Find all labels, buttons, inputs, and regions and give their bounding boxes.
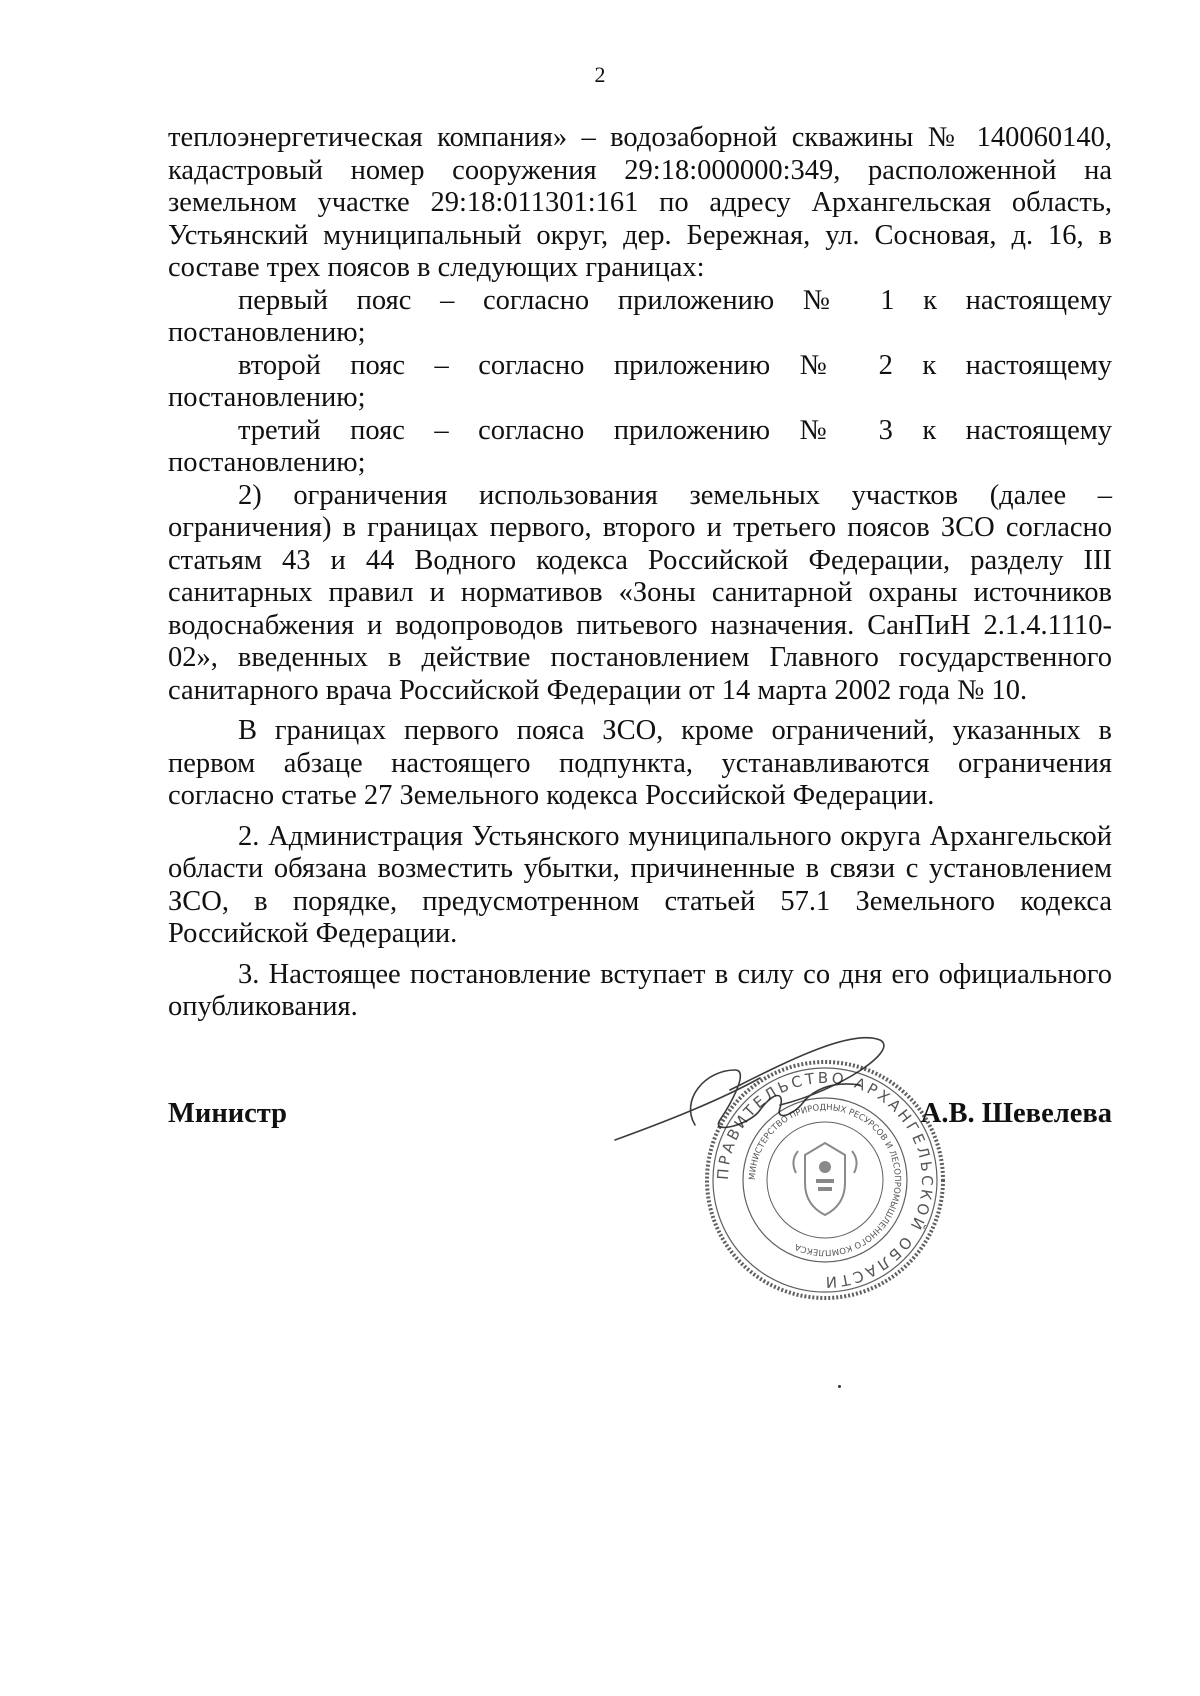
paragraph-belt-2: второй пояс – согласно приложению № 2 к настоящему постановлению; <box>168 349 1112 413</box>
seal-outer-text: ПРАВИТЕЛЬСТВО АРХАНГЕЛЬСКОЙ ОБЛАСТИ <box>713 1068 937 1292</box>
paragraph-first-belt-restrictions: В границах первого пояса ЗСО, кроме ограничений, указанных в первом абзаце настоящего подпункта, устанавливаются ограничения согласно статье 27 Земельного кодекса Российской Федерации. <box>168 715 1112 811</box>
paragraph-belt-3: третий пояс – согласно приложению № 3 к настоящему постановлению; <box>168 414 1112 478</box>
page-number: 2 <box>594 62 606 87</box>
seal-inner-text: МИНИСТЕРСТВО ПРИРОДНЫХ РЕСУРСОВ И ЛЕСОПРОМЫШЛЕННОГО КОМПЛЕКСА <box>747 1102 903 1258</box>
paragraph-restrictions: 2) ограничения использования земельных участков (далее – ограничения) в границах первого, второго и третьего поясов ЗСО согласно статьям 43 и 44 Водного кодекса Российской Федерации, разделу III санитарных правил и нормативов «Зоны санитарной охраны источников водоснабжения и водопроводов питьевого назначения. СанПиН 2.1.4.1110-02», введенных в действие постановлением Главного государственного санитарного врача Российской Федерации от 14 марта 2002 года № 10. <box>168 479 1112 706</box>
paragraph-belt-1: первый пояс – согласно приложению № 1 к настоящему постановлению; <box>168 284 1112 348</box>
paragraph-entry-into-force: 3. Настоящее постановление вступает в силу со дня его официального опубликования. <box>168 958 1112 1022</box>
document-body <box>168 122 1112 1024</box>
paragraph-intro: теплоэнергетическая компания» – водозаборной скважины № 140060140, кадастровый номер сооружения 29:18:000000:349, расположенной на земельном участке 29:18:011301:161 по адресу Архангельская область, Устьянский муниципальный округ, дер. Бережная, ул. Сосновая, д. 16, в составе трех поясов в следующих границах: <box>168 122 1112 283</box>
signer-name: А.В. Шевелева <box>920 1098 1112 1129</box>
paragraph-compensation: 2. Администрация Устьянского муниципального округа Архангельской области обязана возместить убытки, причиненные в связи с установлением ЗСО, в порядке, предусмотренном статьей 57.1 Земельного кодекса Российской Федерации. <box>168 820 1112 949</box>
handwritten-signature <box>610 1030 930 1160</box>
stray-mark <box>838 1385 841 1388</box>
signer-title: Министр <box>168 1098 288 1129</box>
